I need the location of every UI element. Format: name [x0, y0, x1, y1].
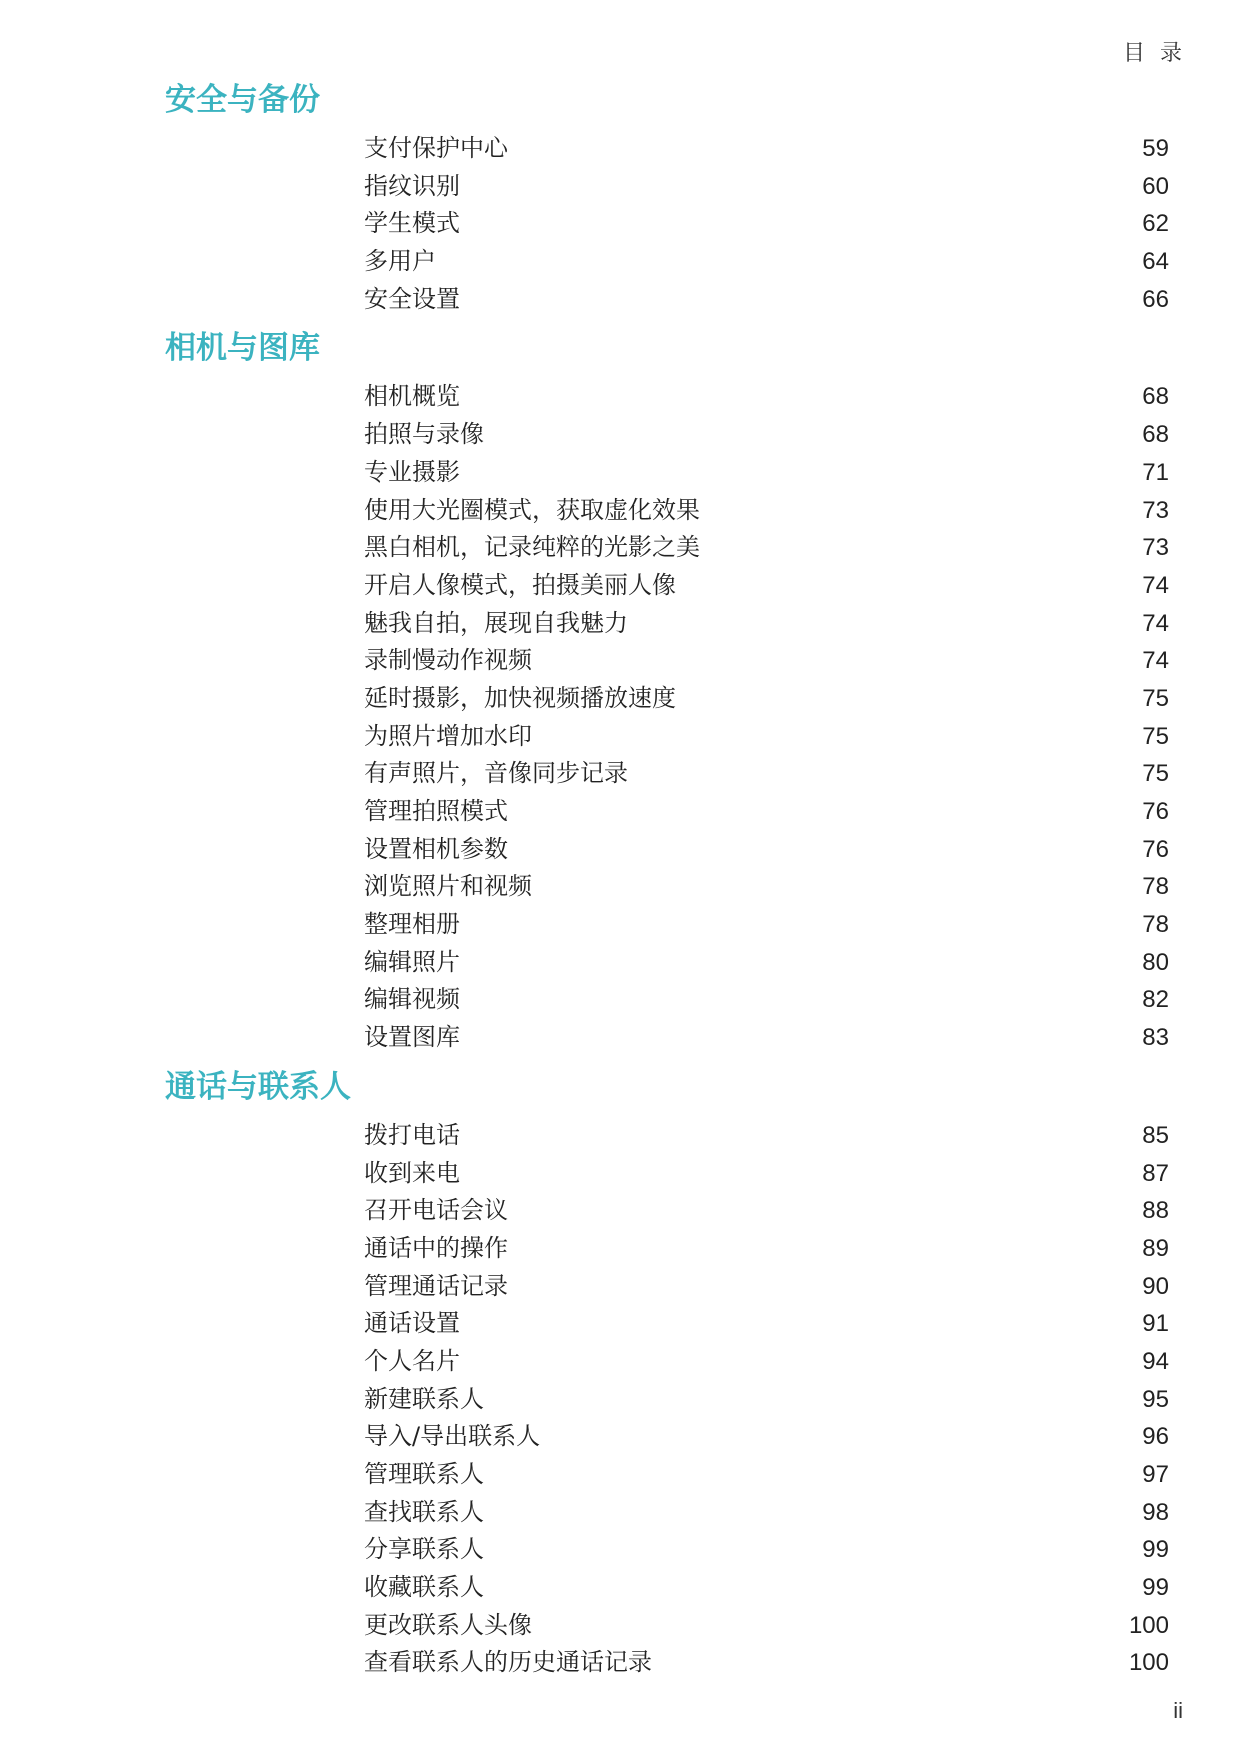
toc-entry[interactable] [0, 1569, 1241, 1607]
toc-entry-label: 通话中的操作 [364, 1233, 508, 1262]
toc-entry[interactable] [0, 492, 1241, 530]
toc-entry[interactable] [0, 1117, 1241, 1155]
toc-entry[interactable] [0, 1268, 1241, 1306]
toc-entry-page-number: 73 [1142, 496, 1169, 524]
toc-entry-label: 拨打电话 [364, 1120, 460, 1149]
toc-entry[interactable] [0, 831, 1241, 869]
toc-entry-page-number: 80 [1142, 948, 1169, 976]
toc-entry[interactable] [0, 944, 1241, 982]
toc-entry-label: 拍照与录像 [364, 420, 484, 449]
toc-entry-page-number: 64 [1142, 248, 1169, 276]
toc-entry[interactable] [0, 1607, 1241, 1645]
toc-entry-label: 浏览照片和视频 [364, 872, 532, 901]
toc-entry-label: 导入/导出联系人 [364, 1422, 541, 1451]
toc-entry-page-number: 74 [1142, 647, 1169, 675]
section-heading[interactable]: 相机与图库 [165, 330, 320, 367]
toc-entry-label: 收到来电 [364, 1158, 460, 1187]
toc-entry-label: 开启人像模式，拍摄美丽人像 [364, 570, 676, 599]
toc-entry[interactable] [0, 868, 1241, 906]
toc-entry-page-number: 97 [1142, 1461, 1169, 1488]
toc-section [0, 1067, 1241, 1682]
toc-entry-label: 黑白相机，记录纯粹的光影之美 [364, 533, 700, 562]
toc-entry-label: 通话设置 [364, 1309, 460, 1338]
toc-entry-page-number: 88 [1142, 1197, 1169, 1225]
toc-entry-label: 使用大光圈模式，获取虚化效果 [364, 495, 700, 524]
toc-entry-label: 管理拍照模式 [364, 797, 508, 825]
toc-entry-page-number: 90 [1142, 1272, 1169, 1300]
page-number: ii [1173, 1698, 1183, 1723]
toc-entry-label: 个人名片 [364, 1346, 460, 1375]
toc-entry-page-number: 71 [1142, 458, 1169, 486]
toc-entry-label: 管理联系人 [364, 1460, 484, 1488]
toc-entry-page-number: 59 [1142, 135, 1169, 162]
toc-entry-label: 召开电话会议 [364, 1196, 508, 1225]
toc-entry-label: 录制慢动作视频 [364, 646, 532, 675]
toc-entry[interactable] [0, 1155, 1241, 1193]
toc-entry[interactable] [0, 680, 1241, 718]
toc-entry[interactable] [0, 1381, 1241, 1419]
toc-entry[interactable] [0, 1456, 1241, 1494]
toc-entry-page-number: 75 [1142, 684, 1169, 712]
toc-entry-page-number: 74 [1142, 609, 1169, 637]
toc-entry-label: 编辑视频 [364, 985, 460, 1014]
toc-entry-label: 相机概览 [364, 382, 460, 411]
toc-entry-label: 支付保护中心 [364, 134, 508, 162]
toc-entry[interactable] [0, 416, 1241, 454]
toc-entry[interactable] [0, 1019, 1241, 1057]
toc-entry[interactable] [0, 529, 1241, 567]
toc-entry-label: 指纹识别 [364, 171, 460, 200]
toc-entry-label: 收藏联系人 [364, 1573, 484, 1602]
toc-entry-page-number: 66 [1142, 285, 1169, 313]
toc-entry[interactable] [0, 642, 1241, 680]
toc-entry-page-number: 99 [1142, 1574, 1169, 1602]
toc-entry-page-number: 85 [1142, 1121, 1169, 1149]
toc-entry-label: 设置图库 [364, 1023, 460, 1052]
toc-entry-page-number: 95 [1142, 1385, 1169, 1413]
toc-entry-page-number: 83 [1142, 1024, 1169, 1052]
table-of-contents [0, 80, 1241, 1692]
toc-entry-page-number: 75 [1142, 722, 1169, 750]
toc-entry-label: 查看联系人的历史通话记录 [364, 1648, 652, 1677]
toc-entry-page-number: 76 [1142, 798, 1169, 825]
toc-entry-label: 为照片增加水印 [364, 721, 532, 750]
toc-entry-label: 专业摄影 [364, 457, 460, 486]
toc-entry[interactable] [0, 1305, 1241, 1343]
toc-entry-label: 分享联系人 [364, 1535, 484, 1564]
toc-entry[interactable] [0, 281, 1241, 319]
toc-entry-page-number: 68 [1142, 383, 1169, 411]
toc-entry[interactable] [0, 755, 1241, 793]
toc-entry-label: 延时摄影，加快视频播放速度 [364, 683, 676, 712]
toc-entry-page-number: 94 [1142, 1347, 1169, 1375]
toc-entries [0, 1117, 1241, 1682]
toc-entry[interactable] [0, 454, 1241, 492]
toc-entry-label: 安全设置 [364, 284, 460, 313]
toc-entry[interactable] [0, 1644, 1241, 1682]
toc-entry-label: 新建联系人 [364, 1384, 484, 1413]
toc-entry[interactable] [0, 981, 1241, 1019]
toc-section [0, 328, 1241, 1056]
toc-entry[interactable] [0, 1494, 1241, 1532]
toc-entry[interactable] [0, 205, 1241, 243]
toc-entry-label: 编辑照片 [364, 947, 460, 976]
toc-section [0, 80, 1241, 318]
toc-entry-page-number: 78 [1142, 911, 1169, 939]
toc-entry-label: 设置相机参数 [364, 834, 508, 863]
toc-entry-label: 多用户 [364, 247, 436, 276]
toc-entry-page-number: 62 [1142, 210, 1169, 238]
toc-entry-page-number: 87 [1142, 1159, 1169, 1187]
toc-entry-page-number: 91 [1142, 1310, 1169, 1338]
section-heading[interactable]: 安全与备份 [165, 82, 320, 118]
toc-entry-page-number: 82 [1142, 986, 1169, 1014]
toc-entry-label: 管理通话记录 [364, 1271, 508, 1300]
toc-entry-label: 查找联系人 [364, 1497, 484, 1526]
toc-entry[interactable] [0, 605, 1241, 643]
toc-entry-page-number: 78 [1142, 873, 1169, 901]
toc-entry-page-number: 74 [1142, 571, 1169, 599]
toc-entry[interactable] [0, 567, 1241, 605]
toc-entry[interactable] [0, 1192, 1241, 1230]
toc-entry[interactable] [0, 793, 1241, 831]
toc-entry-page-number: 100 [1128, 1611, 1169, 1639]
toc-entry-page-number: 73 [1142, 534, 1169, 562]
toc-entry-page-number: 75 [1142, 760, 1169, 788]
toc-entry-page-number: 68 [1142, 421, 1169, 449]
toc-entry[interactable] [0, 906, 1241, 944]
toc-entry[interactable] [0, 1230, 1241, 1268]
toc-entry-page-number: 100 [1128, 1649, 1169, 1677]
toc-entry-label: 有声照片，音像同步记录 [364, 759, 628, 788]
toc-entry-page-number: 76 [1142, 835, 1169, 863]
toc-entry[interactable] [0, 1418, 1241, 1456]
toc-entry-page-number: 98 [1142, 1498, 1169, 1526]
toc-entry-label: 学生模式 [364, 209, 460, 238]
toc-entry[interactable] [0, 130, 1241, 168]
page-header-title: 目 录 [1123, 41, 1186, 66]
toc-entries [0, 130, 1241, 318]
toc-entry[interactable] [0, 243, 1241, 281]
section-heading[interactable]: 通话与联系人 [165, 1068, 351, 1105]
toc-entry[interactable] [0, 378, 1241, 416]
toc-entry[interactable] [0, 1531, 1241, 1569]
toc-entries [0, 378, 1241, 1056]
toc-entry-label: 整理相册 [364, 910, 460, 939]
toc-entry-label: 魅我自拍，展现自我魅力 [364, 608, 628, 637]
toc-entry-page-number: 96 [1142, 1423, 1169, 1451]
toc-entry[interactable] [0, 718, 1241, 756]
toc-entry-label: 更改联系人头像 [364, 1610, 532, 1639]
toc-entry-page-number: 99 [1142, 1536, 1169, 1564]
toc-entry[interactable] [0, 1343, 1241, 1381]
toc-entry-page-number: 89 [1142, 1234, 1169, 1262]
toc-entry-page-number: 60 [1142, 172, 1169, 200]
toc-entry[interactable] [0, 168, 1241, 206]
